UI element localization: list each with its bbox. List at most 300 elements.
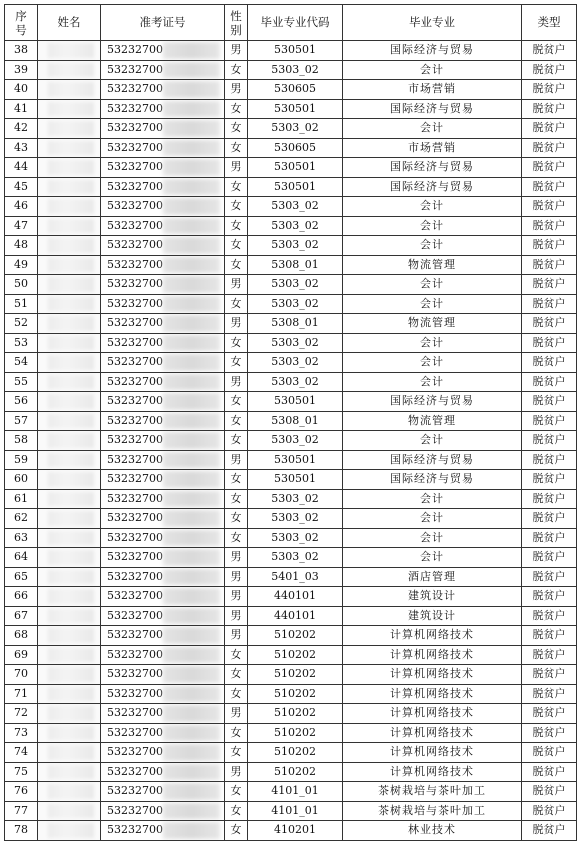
table-row bbox=[5, 606, 577, 626]
cell-name-redacted bbox=[38, 275, 101, 295]
exam-id-prefix: 53232700 bbox=[107, 433, 163, 447]
cell-gender: 女 bbox=[225, 216, 248, 236]
table-row bbox=[5, 197, 577, 217]
table-row bbox=[5, 548, 577, 568]
cell-name-redacted bbox=[38, 158, 101, 178]
cell-major: 会计 bbox=[343, 216, 522, 236]
cell-major: 计算机网络技术 bbox=[343, 684, 522, 704]
table-row bbox=[5, 275, 577, 295]
exam-id-prefix: 53232700 bbox=[107, 764, 163, 778]
exam-id-redacted bbox=[163, 705, 220, 722]
cell-type: 脱贫户 bbox=[522, 314, 577, 334]
cell-seq: 78 bbox=[5, 821, 38, 841]
cell-type: 脱贫户 bbox=[522, 99, 577, 119]
cell-gender: 女 bbox=[225, 665, 248, 685]
cell-major: 物流管理 bbox=[343, 314, 522, 334]
exam-id-redacted bbox=[163, 120, 220, 137]
cell-type: 脱贫户 bbox=[522, 704, 577, 724]
cell-name-redacted bbox=[38, 99, 101, 119]
exam-id-prefix: 53232700 bbox=[107, 43, 163, 57]
cell-major: 会计 bbox=[343, 119, 522, 139]
exam-id-redacted bbox=[163, 62, 220, 79]
cell-major-code: 510202 bbox=[248, 665, 343, 685]
exam-id-prefix: 53232700 bbox=[107, 218, 163, 232]
table-row bbox=[5, 665, 577, 685]
table-row bbox=[5, 158, 577, 178]
cell-exam-id bbox=[101, 333, 225, 353]
cell-seq: 76 bbox=[5, 782, 38, 802]
cell-exam-id bbox=[101, 587, 225, 607]
cell-gender: 女 bbox=[225, 353, 248, 373]
cell-exam-id bbox=[101, 177, 225, 197]
table-row bbox=[5, 119, 577, 139]
cell-type: 脱贫户 bbox=[522, 606, 577, 626]
cell-gender: 男 bbox=[225, 275, 248, 295]
cell-major: 建筑设计 bbox=[343, 587, 522, 607]
cell-major-code: 530501 bbox=[248, 470, 343, 490]
header-major: 毕业专业 bbox=[343, 5, 522, 41]
cell-gender: 男 bbox=[225, 80, 248, 100]
cell-gender: 女 bbox=[225, 392, 248, 412]
table-row bbox=[5, 762, 577, 782]
cell-gender: 女 bbox=[225, 684, 248, 704]
cell-gender: 女 bbox=[225, 236, 248, 256]
cell-type: 脱贫户 bbox=[522, 782, 577, 802]
cell-major-code: 5303_02 bbox=[248, 275, 343, 295]
cell-exam-id bbox=[101, 80, 225, 100]
cell-seq: 67 bbox=[5, 606, 38, 626]
cell-seq: 52 bbox=[5, 314, 38, 334]
cell-major-code: 5401_03 bbox=[248, 567, 343, 587]
exam-id-redacted bbox=[163, 744, 220, 761]
cell-exam-id bbox=[101, 216, 225, 236]
cell-gender: 男 bbox=[225, 314, 248, 334]
cell-name-redacted bbox=[38, 528, 101, 548]
table-row bbox=[5, 392, 577, 412]
cell-seq: 44 bbox=[5, 158, 38, 178]
cell-gender: 女 bbox=[225, 821, 248, 841]
cell-seq: 50 bbox=[5, 275, 38, 295]
cell-major-code: 5303_02 bbox=[248, 60, 343, 80]
cell-name-redacted bbox=[38, 450, 101, 470]
cell-exam-id bbox=[101, 567, 225, 587]
cell-gender: 男 bbox=[225, 704, 248, 724]
table-row bbox=[5, 723, 577, 743]
cell-exam-id bbox=[101, 489, 225, 509]
cell-major: 酒店管理 bbox=[343, 567, 522, 587]
cell-gender: 男 bbox=[225, 41, 248, 61]
cell-name-redacted bbox=[38, 567, 101, 587]
cell-type: 脱贫户 bbox=[522, 684, 577, 704]
cell-exam-id bbox=[101, 626, 225, 646]
cell-major: 会计 bbox=[343, 294, 522, 314]
cell-type: 脱贫户 bbox=[522, 665, 577, 685]
exam-id-prefix: 53232700 bbox=[107, 140, 163, 154]
exam-id-redacted bbox=[163, 393, 220, 410]
cell-seq: 72 bbox=[5, 704, 38, 724]
cell-major-code: 5303_02 bbox=[248, 294, 343, 314]
cell-major: 计算机网络技术 bbox=[343, 645, 522, 665]
cell-major-code: 530501 bbox=[248, 99, 343, 119]
table-row bbox=[5, 353, 577, 373]
exam-id-prefix: 53232700 bbox=[107, 101, 163, 115]
cell-type: 脱贫户 bbox=[522, 333, 577, 353]
table-row bbox=[5, 41, 577, 61]
cell-major: 国际经济与贸易 bbox=[343, 470, 522, 490]
cell-name-redacted bbox=[38, 119, 101, 139]
cell-exam-id bbox=[101, 255, 225, 275]
cell-seq: 61 bbox=[5, 489, 38, 509]
exam-id-prefix: 53232700 bbox=[107, 316, 163, 330]
cell-major: 国际经济与贸易 bbox=[343, 99, 522, 119]
table-row bbox=[5, 450, 577, 470]
cell-gender: 女 bbox=[225, 645, 248, 665]
cell-seq: 75 bbox=[5, 762, 38, 782]
table-row bbox=[5, 216, 577, 236]
exam-id-redacted bbox=[163, 374, 220, 391]
cell-name-redacted bbox=[38, 41, 101, 61]
exam-id-prefix: 53232700 bbox=[107, 745, 163, 759]
cell-gender: 女 bbox=[225, 138, 248, 158]
cell-name-redacted bbox=[38, 470, 101, 490]
cell-exam-id bbox=[101, 450, 225, 470]
exam-id-redacted bbox=[163, 510, 220, 527]
cell-major-code: 5303_02 bbox=[248, 489, 343, 509]
table-row bbox=[5, 314, 577, 334]
cell-name-redacted bbox=[38, 509, 101, 529]
cell-exam-id bbox=[101, 645, 225, 665]
table-row bbox=[5, 470, 577, 490]
cell-major-code: 5303_02 bbox=[248, 528, 343, 548]
cell-name-redacted bbox=[38, 333, 101, 353]
cell-gender: 女 bbox=[225, 801, 248, 821]
cell-major-code: 5303_02 bbox=[248, 548, 343, 568]
cell-name-redacted bbox=[38, 372, 101, 392]
cell-major-code: 510202 bbox=[248, 684, 343, 704]
cell-major-code: 5303_02 bbox=[248, 119, 343, 139]
exam-id-prefix: 53232700 bbox=[107, 647, 163, 661]
cell-exam-id bbox=[101, 431, 225, 451]
cell-type: 脱贫户 bbox=[522, 528, 577, 548]
exam-id-prefix: 53232700 bbox=[107, 550, 163, 564]
cell-seq: 62 bbox=[5, 509, 38, 529]
table-body bbox=[5, 41, 577, 841]
cell-gender: 女 bbox=[225, 489, 248, 509]
cell-type: 脱贫户 bbox=[522, 60, 577, 80]
exam-id-redacted bbox=[163, 413, 220, 430]
exam-id-prefix: 53232700 bbox=[107, 686, 163, 700]
cell-type: 脱贫户 bbox=[522, 177, 577, 197]
cell-major: 计算机网络技术 bbox=[343, 743, 522, 763]
cell-type: 脱贫户 bbox=[522, 470, 577, 490]
cell-seq: 70 bbox=[5, 665, 38, 685]
exam-id-redacted bbox=[163, 803, 220, 820]
cell-gender: 女 bbox=[225, 411, 248, 431]
table-row bbox=[5, 704, 577, 724]
cell-seq: 66 bbox=[5, 587, 38, 607]
cell-major-code: 440101 bbox=[248, 587, 343, 607]
table-row bbox=[5, 684, 577, 704]
cell-major-code: 510202 bbox=[248, 626, 343, 646]
cell-name-redacted bbox=[38, 80, 101, 100]
table-row bbox=[5, 372, 577, 392]
table-row bbox=[5, 528, 577, 548]
cell-type: 脱贫户 bbox=[522, 41, 577, 61]
cell-major: 林业技术 bbox=[343, 821, 522, 841]
cell-major: 国际经济与贸易 bbox=[343, 450, 522, 470]
cell-seq: 45 bbox=[5, 177, 38, 197]
cell-type: 脱贫户 bbox=[522, 567, 577, 587]
cell-name-redacted bbox=[38, 801, 101, 821]
cell-gender: 女 bbox=[225, 99, 248, 119]
cell-seq: 73 bbox=[5, 723, 38, 743]
cell-major: 国际经济与贸易 bbox=[343, 392, 522, 412]
cell-seq: 64 bbox=[5, 548, 38, 568]
cell-exam-id bbox=[101, 353, 225, 373]
exam-id-prefix: 53232700 bbox=[107, 335, 163, 349]
cell-gender: 女 bbox=[225, 197, 248, 217]
cell-name-redacted bbox=[38, 821, 101, 841]
cell-name-redacted bbox=[38, 548, 101, 568]
exam-id-redacted bbox=[163, 296, 220, 313]
cell-major-code: 5308_01 bbox=[248, 314, 343, 334]
cell-seq: 53 bbox=[5, 333, 38, 353]
cell-major-code: 4101_01 bbox=[248, 801, 343, 821]
cell-major: 茶树栽培与茶叶加工 bbox=[343, 782, 522, 802]
cell-seq: 59 bbox=[5, 450, 38, 470]
exam-id-prefix: 53232700 bbox=[107, 589, 163, 603]
cell-seq: 74 bbox=[5, 743, 38, 763]
cell-name-redacted bbox=[38, 743, 101, 763]
cell-exam-id bbox=[101, 782, 225, 802]
cell-major: 计算机网络技术 bbox=[343, 704, 522, 724]
cell-major-code: 530501 bbox=[248, 392, 343, 412]
cell-major: 国际经济与贸易 bbox=[343, 177, 522, 197]
table-row bbox=[5, 255, 577, 275]
exam-id-redacted bbox=[163, 725, 220, 742]
cell-gender: 男 bbox=[225, 762, 248, 782]
cell-major: 国际经济与贸易 bbox=[343, 41, 522, 61]
table-header-row bbox=[5, 5, 577, 41]
cell-exam-id bbox=[101, 470, 225, 490]
cell-name-redacted bbox=[38, 704, 101, 724]
cell-seq: 38 bbox=[5, 41, 38, 61]
header-gender: 性别 bbox=[225, 5, 248, 41]
table-row bbox=[5, 509, 577, 529]
cell-major-code: 530501 bbox=[248, 158, 343, 178]
cell-name-redacted bbox=[38, 60, 101, 80]
cell-exam-id bbox=[101, 528, 225, 548]
cell-name-redacted bbox=[38, 138, 101, 158]
exam-id-prefix: 53232700 bbox=[107, 179, 163, 193]
cell-major-code: 530501 bbox=[248, 177, 343, 197]
exam-id-prefix: 53232700 bbox=[107, 667, 163, 681]
exam-id-prefix: 53232700 bbox=[107, 374, 163, 388]
cell-exam-id bbox=[101, 762, 225, 782]
exam-id-prefix: 53232700 bbox=[107, 199, 163, 213]
cell-seq: 41 bbox=[5, 99, 38, 119]
cell-name-redacted bbox=[38, 606, 101, 626]
header-seq: 序号 bbox=[5, 5, 38, 41]
exam-id-prefix: 53232700 bbox=[107, 803, 163, 817]
cell-gender: 男 bbox=[225, 450, 248, 470]
cell-major-code: 5303_02 bbox=[248, 431, 343, 451]
cell-name-redacted bbox=[38, 665, 101, 685]
cell-exam-id bbox=[101, 606, 225, 626]
cell-seq: 51 bbox=[5, 294, 38, 314]
cell-major: 会计 bbox=[343, 489, 522, 509]
cell-major-code: 5303_02 bbox=[248, 197, 343, 217]
cell-type: 脱贫户 bbox=[522, 801, 577, 821]
cell-exam-id bbox=[101, 509, 225, 529]
cell-major: 会计 bbox=[343, 333, 522, 353]
cell-type: 脱贫户 bbox=[522, 411, 577, 431]
cell-major-code: 5303_02 bbox=[248, 216, 343, 236]
exam-id-prefix: 53232700 bbox=[107, 257, 163, 271]
cell-major-code: 530605 bbox=[248, 138, 343, 158]
cell-name-redacted bbox=[38, 411, 101, 431]
cell-gender: 男 bbox=[225, 626, 248, 646]
cell-gender: 男 bbox=[225, 587, 248, 607]
cell-major-code: 5303_02 bbox=[248, 509, 343, 529]
cell-type: 脱贫户 bbox=[522, 626, 577, 646]
exam-id-redacted bbox=[163, 237, 220, 254]
cell-type: 脱贫户 bbox=[522, 587, 577, 607]
cell-name-redacted bbox=[38, 294, 101, 314]
exam-id-redacted bbox=[163, 569, 220, 586]
table-row bbox=[5, 821, 577, 841]
table-row bbox=[5, 567, 577, 587]
candidate-table bbox=[4, 4, 577, 841]
cell-gender: 女 bbox=[225, 528, 248, 548]
exam-id-redacted bbox=[163, 452, 220, 469]
table-row bbox=[5, 801, 577, 821]
header-major-code: 毕业专业代码 bbox=[248, 5, 343, 41]
cell-major-code: 5308_01 bbox=[248, 255, 343, 275]
exam-id-prefix: 53232700 bbox=[107, 413, 163, 427]
table-row bbox=[5, 80, 577, 100]
cell-exam-id bbox=[101, 821, 225, 841]
table-row bbox=[5, 333, 577, 353]
cell-major-code: 510202 bbox=[248, 645, 343, 665]
cell-gender: 女 bbox=[225, 177, 248, 197]
cell-exam-id bbox=[101, 723, 225, 743]
cell-seq: 60 bbox=[5, 470, 38, 490]
cell-major: 市场营销 bbox=[343, 80, 522, 100]
exam-id-redacted bbox=[163, 179, 220, 196]
cell-major-code: 440101 bbox=[248, 606, 343, 626]
exam-id-redacted bbox=[163, 315, 220, 332]
cell-major: 会计 bbox=[343, 353, 522, 373]
exam-id-prefix: 53232700 bbox=[107, 277, 163, 291]
cell-seq: 55 bbox=[5, 372, 38, 392]
cell-name-redacted bbox=[38, 255, 101, 275]
cell-major: 会计 bbox=[343, 236, 522, 256]
exam-id-redacted bbox=[163, 530, 220, 547]
cell-type: 脱贫户 bbox=[522, 548, 577, 568]
cell-seq: 77 bbox=[5, 801, 38, 821]
cell-exam-id bbox=[101, 743, 225, 763]
exam-id-prefix: 53232700 bbox=[107, 569, 163, 583]
cell-seq: 63 bbox=[5, 528, 38, 548]
exam-id-prefix: 53232700 bbox=[107, 472, 163, 486]
cell-name-redacted bbox=[38, 587, 101, 607]
exam-id-redacted bbox=[163, 335, 220, 352]
cell-major: 计算机网络技术 bbox=[343, 723, 522, 743]
cell-major: 计算机网络技术 bbox=[343, 762, 522, 782]
cell-major: 物流管理 bbox=[343, 411, 522, 431]
cell-seq: 54 bbox=[5, 353, 38, 373]
table-row bbox=[5, 177, 577, 197]
exam-id-prefix: 53232700 bbox=[107, 784, 163, 798]
cell-exam-id bbox=[101, 99, 225, 119]
cell-type: 脱贫户 bbox=[522, 294, 577, 314]
exam-id-redacted bbox=[163, 81, 220, 98]
cell-major: 建筑设计 bbox=[343, 606, 522, 626]
cell-major: 计算机网络技术 bbox=[343, 626, 522, 646]
cell-major-code: 5303_02 bbox=[248, 372, 343, 392]
exam-id-redacted bbox=[163, 549, 220, 566]
table-row bbox=[5, 411, 577, 431]
cell-major: 会计 bbox=[343, 528, 522, 548]
cell-gender: 男 bbox=[225, 567, 248, 587]
cell-exam-id bbox=[101, 314, 225, 334]
table-row bbox=[5, 236, 577, 256]
exam-id-prefix: 53232700 bbox=[107, 160, 163, 174]
cell-gender: 女 bbox=[225, 431, 248, 451]
cell-major-code: 510202 bbox=[248, 743, 343, 763]
cell-type: 脱贫户 bbox=[522, 255, 577, 275]
exam-id-redacted bbox=[163, 686, 220, 703]
cell-name-redacted bbox=[38, 723, 101, 743]
cell-name-redacted bbox=[38, 236, 101, 256]
exam-id-redacted bbox=[163, 159, 220, 176]
cell-major: 会计 bbox=[343, 60, 522, 80]
cell-gender: 女 bbox=[225, 470, 248, 490]
cell-gender: 女 bbox=[225, 60, 248, 80]
cell-seq: 47 bbox=[5, 216, 38, 236]
cell-name-redacted bbox=[38, 684, 101, 704]
cell-type: 脱贫户 bbox=[522, 723, 577, 743]
exam-id-prefix: 53232700 bbox=[107, 511, 163, 525]
cell-major-code: 410201 bbox=[248, 821, 343, 841]
cell-type: 脱贫户 bbox=[522, 392, 577, 412]
cell-gender: 女 bbox=[225, 294, 248, 314]
exam-id-prefix: 53232700 bbox=[107, 355, 163, 369]
cell-name-redacted bbox=[38, 431, 101, 451]
cell-seq: 48 bbox=[5, 236, 38, 256]
exam-id-redacted bbox=[163, 198, 220, 215]
cell-type: 脱贫户 bbox=[522, 489, 577, 509]
cell-exam-id bbox=[101, 294, 225, 314]
table-row bbox=[5, 782, 577, 802]
cell-gender: 女 bbox=[225, 255, 248, 275]
header-type: 类型 bbox=[522, 5, 577, 41]
exam-id-redacted bbox=[163, 471, 220, 488]
cell-major-code: 530501 bbox=[248, 450, 343, 470]
cell-type: 脱贫户 bbox=[522, 138, 577, 158]
exam-id-prefix: 53232700 bbox=[107, 121, 163, 135]
cell-gender: 男 bbox=[225, 548, 248, 568]
cell-exam-id bbox=[101, 704, 225, 724]
cell-type: 脱贫户 bbox=[522, 372, 577, 392]
cell-type: 脱贫户 bbox=[522, 450, 577, 470]
header-exam-id: 准考证号 bbox=[101, 5, 225, 41]
cell-type: 脱贫户 bbox=[522, 80, 577, 100]
cell-seq: 56 bbox=[5, 392, 38, 412]
cell-exam-id bbox=[101, 119, 225, 139]
cell-exam-id bbox=[101, 236, 225, 256]
